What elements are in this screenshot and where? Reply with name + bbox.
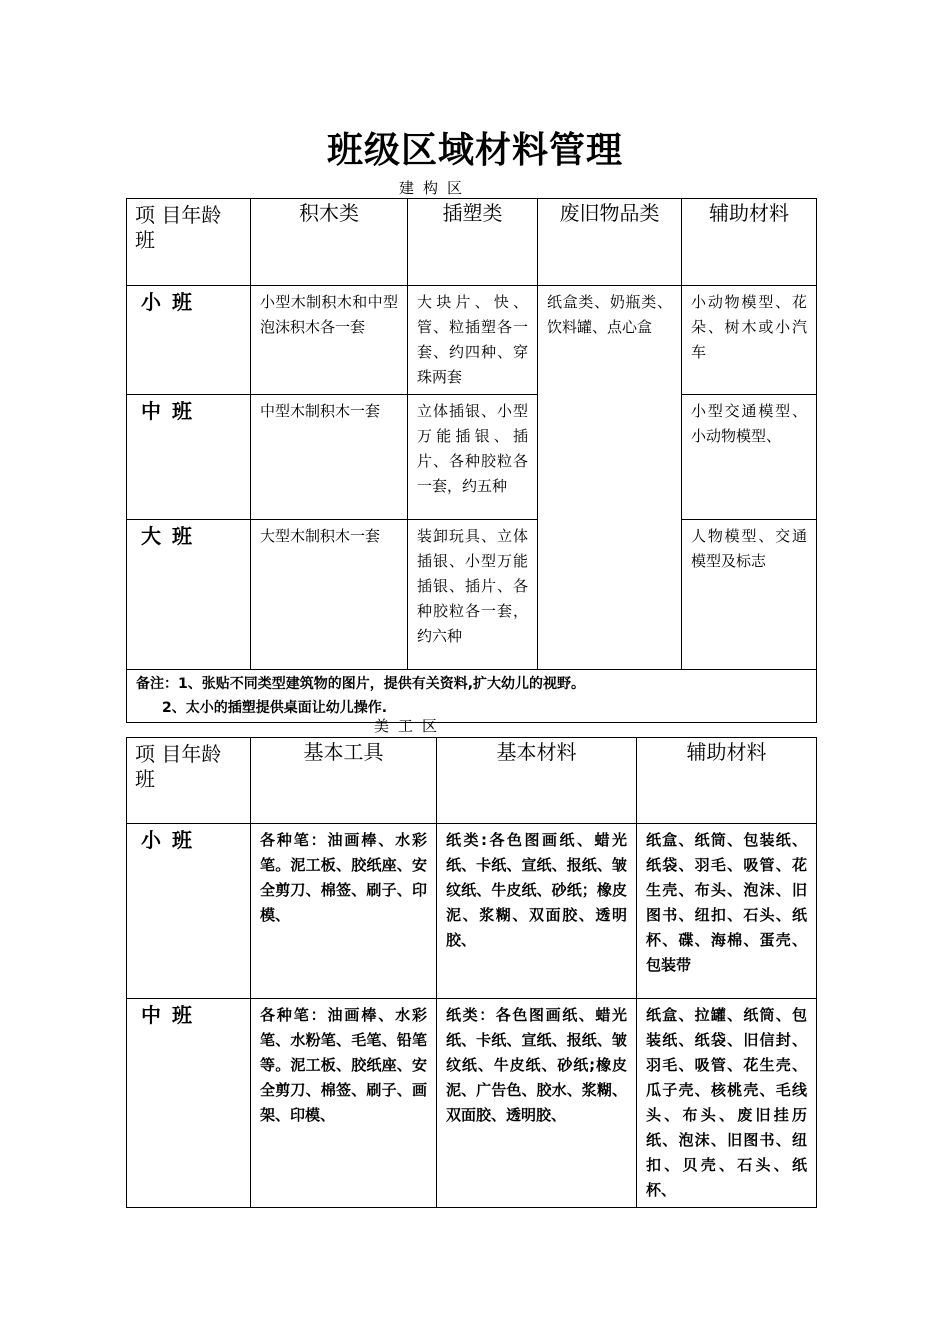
cell-waste-shared: 纸盒类、奶瓶类、饮料罐、点心盒 [538, 286, 682, 670]
header-corner: 项 目年龄班 [127, 738, 251, 824]
note-cell [127, 670, 817, 723]
cell-plastic: 装卸玩具、立体插银、小型万能插银、插片、各种胶粒各一套，约六种 [408, 520, 538, 670]
construction-section-label: 建构区 [399, 179, 472, 197]
header-materials: 基本材料 [437, 738, 637, 824]
header-corner: 项 目年龄班 [127, 199, 251, 286]
cell-tools: 各种笔：油画棒、水彩笔、水粉笔、毛笔、铅笔等。泥工板、胶纸座、安全剪刀、棉签、刷子、画架、印模、 [251, 999, 437, 1208]
table-header-row [127, 199, 817, 286]
header-waste: 废旧物品类 [538, 199, 682, 286]
table-row [127, 286, 817, 395]
cell-blocks: 小型木制积木和中型泡沫积木各一套 [251, 286, 408, 395]
construction-table [126, 198, 817, 723]
cell-aux: 纸盒、拉罐、纸筒、包装纸、纸袋、旧信封、羽毛、吸管、花生壳、瓜子壳、核桃壳、毛线头、布头、废旧挂历纸、泡沫、旧图书、纽扣、贝壳、石头、纸杯、 [637, 999, 817, 1208]
header-aux: 辅助材料 [637, 738, 817, 824]
row-label-small: 小 班 [127, 286, 251, 395]
page-title: 班级区域材料管理 [326, 130, 623, 171]
cell-materials: 纸类:各色图画纸、蜡光纸、卡纸、宣纸、报纸、皱纹纸、牛皮纸、砂纸；橡皮泥、浆糊、双面胶、透明胶、 [437, 824, 637, 999]
note-line-1: 备注：1、张贴不同类型建筑物的图片，提供有关资料,扩大幼儿的视野。 [136, 676, 586, 692]
note-line-2: 2、太小的插塑提供桌面让幼儿操作. [162, 700, 388, 716]
row-label-small: 小 班 [127, 824, 251, 999]
cell-plastic: 立体插银、小型万能插银、插片、各种胶粒各一套，约五种 [408, 395, 538, 520]
cell-plastic: 大块片、快、管、粒插塑各一套、约四种、穿珠两套 [408, 286, 538, 395]
row-label-middle: 中 班 [127, 395, 251, 520]
header-plastic: 插塑类 [408, 199, 538, 286]
cell-aux: 小动物模型、花朵、树木或小汽车 [682, 286, 817, 395]
art-section-label: 美工区 [374, 717, 447, 735]
cell-aux: 小型交通模型、小动物模型、 [682, 395, 817, 520]
table-header-row [127, 738, 817, 824]
table-row [127, 824, 817, 999]
table-row [127, 520, 817, 670]
header-aux: 辅助材料 [682, 199, 817, 286]
cell-materials: 纸类：各色图画纸、蜡光纸、卡纸、宣纸、报纸、皱纹纸、牛皮纸、砂纸;橡皮泥、广告色、胶水、浆糊、双面胶、透明胶、 [437, 999, 637, 1208]
cell-blocks: 中型木制积木一套 [251, 395, 408, 520]
table-row [127, 395, 817, 520]
table-row [127, 999, 817, 1208]
cell-tools: 各种笔：油画棒、水彩笔。泥工板、胶纸座、安全剪刀、棉签、刷子、印模、 [251, 824, 437, 999]
cell-aux: 纸盒、纸筒、包装纸、纸袋、羽毛、吸管、花生壳、布头、泡沫、旧图书、纽扣、石头、纸杯、碟、海棉、蛋壳、包装带 [637, 824, 817, 999]
cell-aux: 人物模型、交通模型及标志 [682, 520, 817, 670]
note-row [127, 670, 817, 723]
header-blocks: 积木类 [251, 199, 408, 286]
row-label-large: 大 班 [127, 520, 251, 670]
art-table [126, 737, 817, 1208]
header-tools: 基本工具 [251, 738, 437, 824]
cell-blocks: 大型木制积木一套 [251, 520, 408, 670]
row-label-middle: 中 班 [127, 999, 251, 1208]
